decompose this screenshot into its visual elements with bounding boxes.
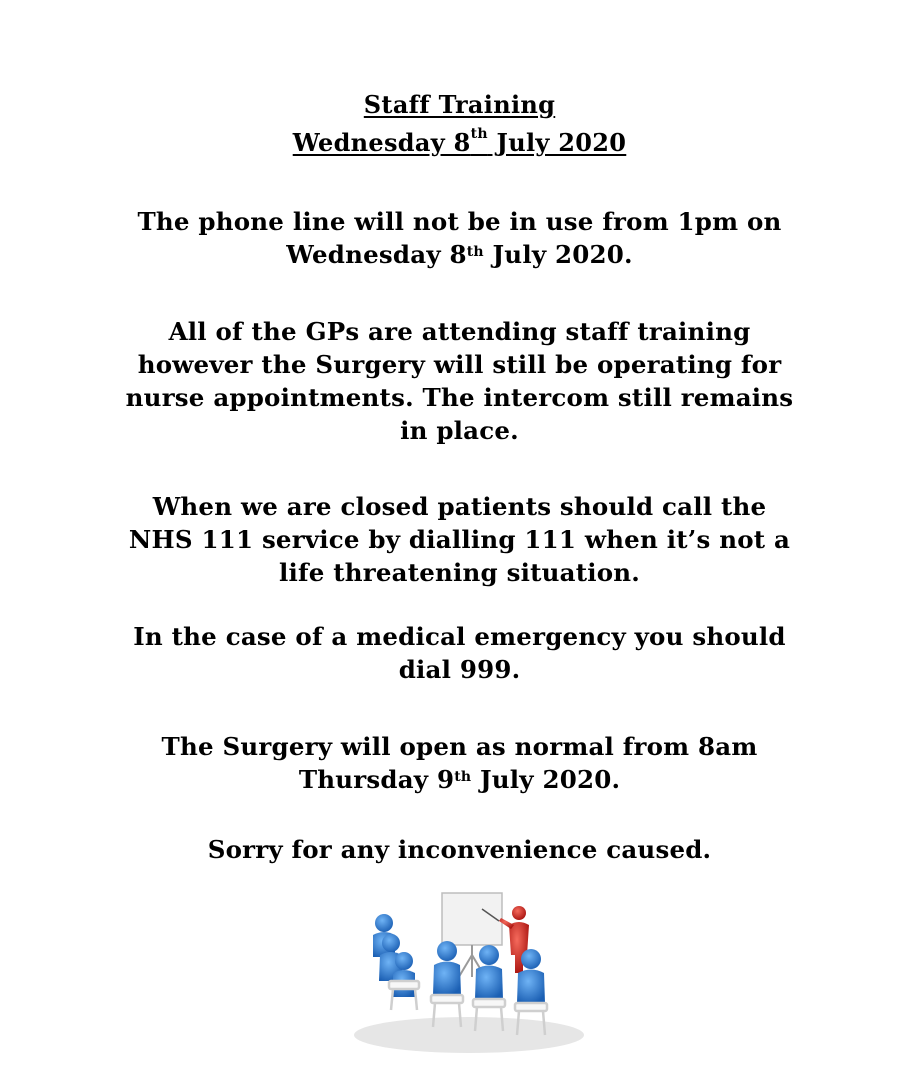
closed-paragraph: When we are closed patients should call the NHS 111 service by dialling 111 when it’s not a life threatening situation. bbox=[128, 492, 791, 587]
training-presentation-icon bbox=[349, 885, 589, 1055]
floor-shadow bbox=[354, 1017, 584, 1053]
reopen-paragraph: The Surgery will open as normal from 8am Thursday 9th July 2020. bbox=[161, 732, 758, 794]
phone-line-paragraph: The phone line will not be in use from 1pm on Wednesday 8th July 2020. bbox=[137, 207, 782, 269]
emergency-paragraph: In the case of a medical emergency you should dial 999. bbox=[133, 622, 786, 684]
apology-paragraph: Sorry for any inconvenience caused. bbox=[207, 835, 712, 864]
title-text: Staff Training bbox=[363, 90, 556, 119]
notice-title bbox=[0, 90, 919, 119]
notice-date: Wednesday 8th July 2020 bbox=[292, 126, 627, 157]
staff-training-paragraph: All of the GPs are attending staff training however the Surgery will still be operating for nurse appointments. The intercom still remains in place. bbox=[125, 317, 794, 445]
